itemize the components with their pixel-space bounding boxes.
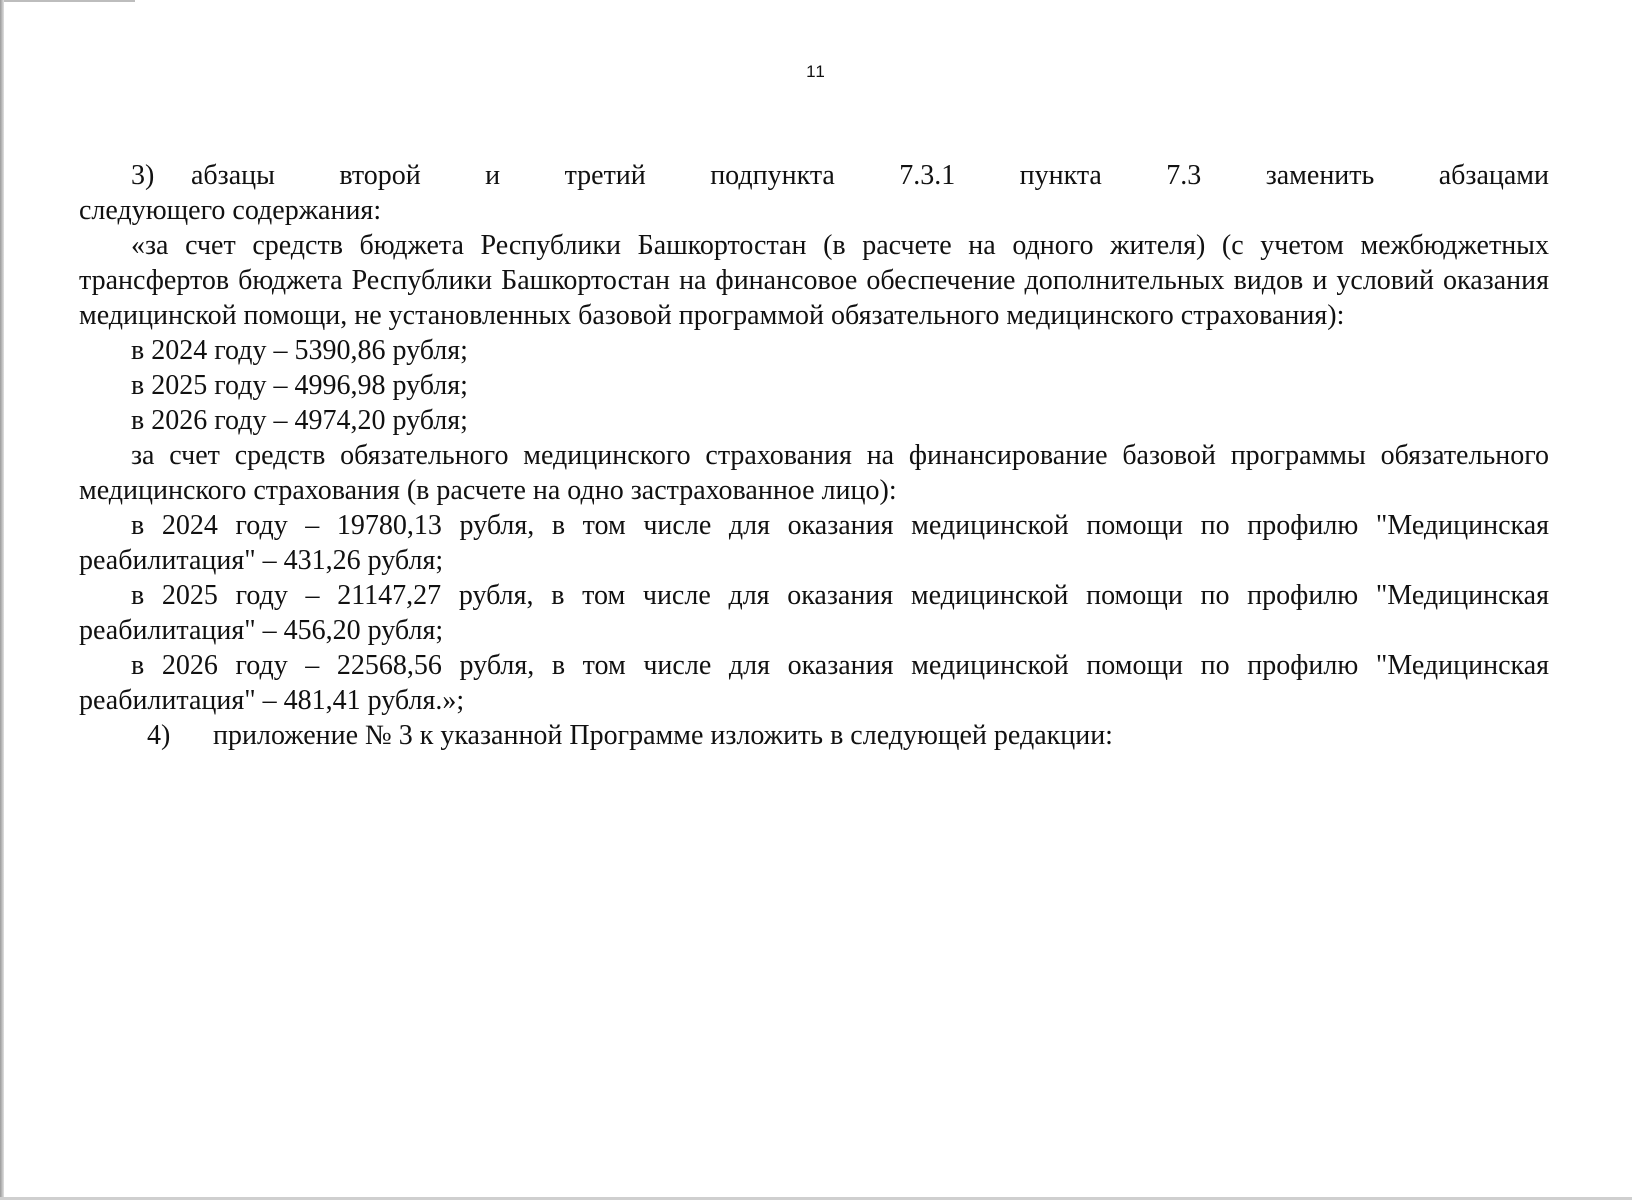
item-3-text: абзацы второй и третий подпункта 7.3.1 пункта 7.3 заменить абзацами: [191, 160, 1549, 191]
item-3-number: 3): [131, 160, 155, 191]
budget-year-2026: в 2026 году – 4974,20 рубля;: [131, 405, 468, 436]
item-3-first-line: [79, 158, 1549, 193]
item-4-number: 4): [147, 720, 171, 751]
scan-edge-left: [0, 0, 4, 1200]
oms-year-2024: в 2024 году – 19780,13 рубля, в том числе для оказания медицинской помощи по профилю "Медицинская реабилитация" – 431,26 рубля;: [79, 510, 1549, 576]
item-4-text: приложение № 3 к указанной Программе изложить в следующей редакции:: [213, 720, 1113, 751]
budget-year-2025: в 2025 году – 4996,98 рубля;: [131, 370, 468, 401]
page-number: 11: [806, 62, 826, 81]
item-4-line: [79, 718, 1549, 753]
budget-year-2024: в 2024 году – 5390,86 рубля;: [131, 335, 468, 366]
scan-edge-top: [0, 0, 135, 2]
oms-year-2025: в 2025 году – 21147,27 рубля, в том числе для оказания медицинской помощи по профилю "Медицинская реабилитация" – 456,20 рубля;: [79, 580, 1549, 646]
oms-year-2026: в 2026 году – 22568,56 рубля, в том числе для оказания медицинской помощи по профилю "Медицинская реабилитация" – 481,41 рубля.»;: [79, 650, 1549, 716]
oms-paragraph: за счет средств обязательного медицинского страхования на финансирование базовой программы обязательного медицинского страхования (в расчете на одно застрахованное лицо):: [79, 440, 1549, 506]
item-3-second-line: следующего содержания:: [79, 195, 382, 226]
document-body: [79, 158, 1549, 753]
budget-paragraph: «за счет средств бюджета Республики Башкортостан (в расчете на одного жителя) (с учетом межбюджетных трансфертов бюджета Республики Башкортостан на финансовое обеспечение дополнительных видов и условий оказания медицинской помощи, не установленных базовой программой обязательного медицинского страхования):: [79, 230, 1549, 331]
